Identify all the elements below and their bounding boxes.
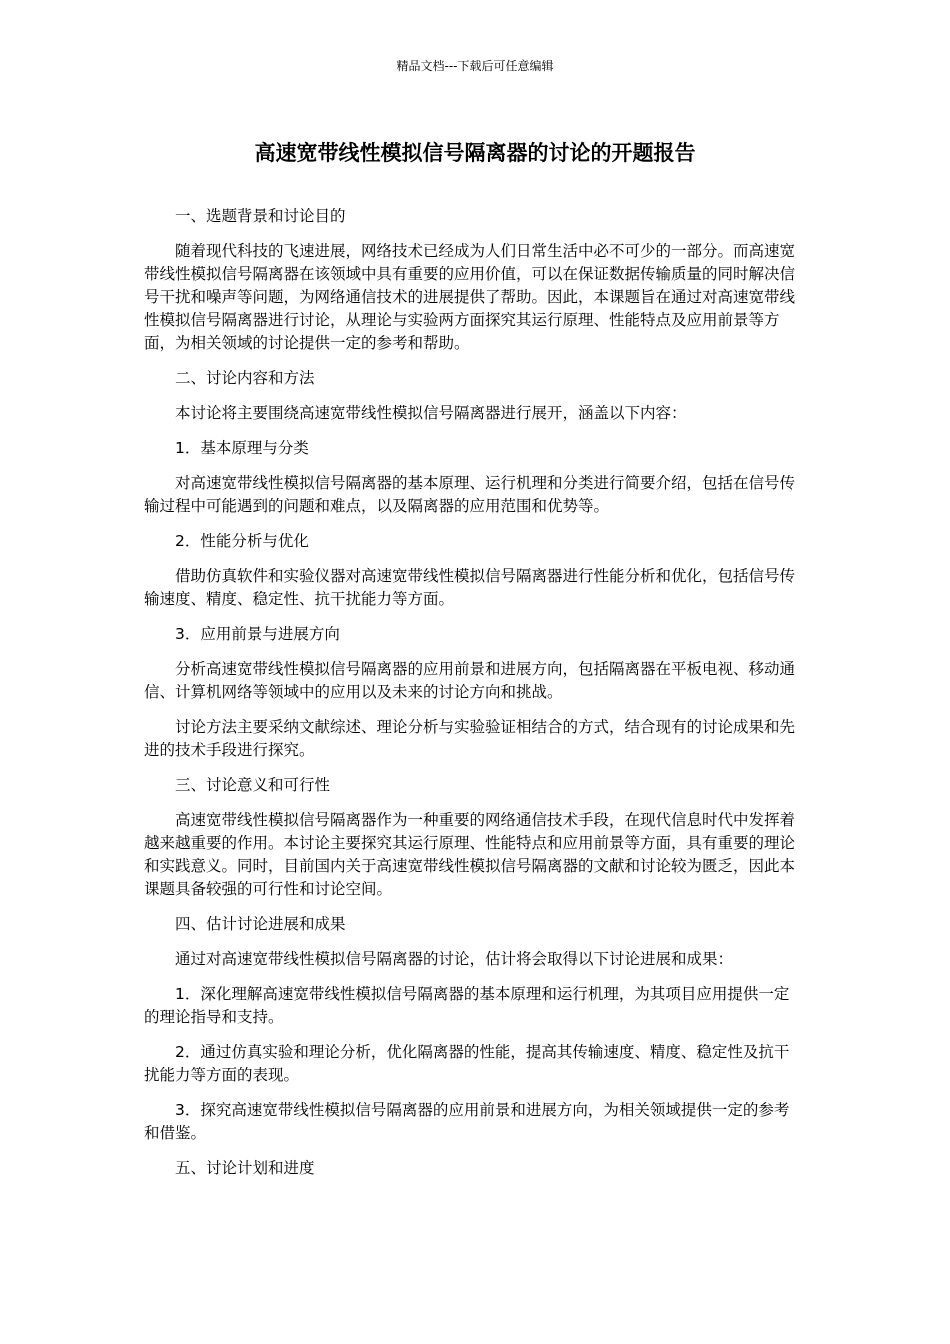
section-heading-plan: 五、讨论计划和进度 (175, 1159, 315, 1177)
paragraph-expected-1: 1．深化理解高速宽带线性模拟信号隔离器的基本原理和运行机理，为其项目应用提供一定的理论指导和支持。 (144, 985, 790, 1026)
subheading-performance: 2．性能分析与优化 (175, 532, 309, 550)
subheading-principles: 1．基本原理与分类 (175, 439, 309, 457)
paragraph-expected-intro: 通过对高速宽带线性模拟信号隔离器的讨论，估计将会取得以下讨论进展和成果： (175, 950, 734, 968)
subheading-prospects: 3．应用前景与进展方向 (175, 625, 340, 643)
paragraph-performance: 借助仿真软件和实验仪器对高速宽带线性模拟信号隔离器进行性能分析和优化，包括信号传输速度、精度、稳定性、抗干扰能力等方面。 (144, 567, 796, 608)
paragraph-content-intro: 本讨论将主要围绕高速宽带线性模拟信号隔离器进行展开，涵盖以下内容： (175, 404, 687, 422)
paragraph-methods: 讨论方法主要采纳文献综述、理论分析与实验验证相结合的方式，结合现有的讨论成果和先进的技术手段进行探究。 (144, 718, 796, 759)
section-heading-expected-results: 四、估计讨论进展和成果 (175, 915, 346, 933)
document-title: 高速宽带线性模拟信号隔离器的讨论的开题报告 (254, 141, 696, 165)
paragraph-principles: 对高速宽带线性模拟信号隔离器的基本原理、运行机理和分类进行简要介绍，包括在信号传输过程中可能遇到的问题和难点，以及隔离器的应用范围和优势等。 (144, 474, 796, 515)
paragraph-significance: 高速宽带线性模拟信号隔离器作为一种重要的网络通信技术手段，在现代信息时代中发挥着越来越重要的作用。本讨论主要探究其运行原理、性能特点和应用前景等方面，具有重要的理论和实践意义。同时，目前国内关于高速宽带线性模拟信号隔离器的文献和讨论较为匮乏，因此本课题具备较强的可行性和讨论空间。 (144, 811, 796, 898)
section-heading-content-methods: 二、讨论内容和方法 (175, 369, 315, 387)
paragraph-expected-2: 2．通过仿真实验和理论分析，优化隔离器的性能，提高其传输速度、精度、稳定性及抗干扰能力等方面的表现。 (144, 1043, 790, 1084)
paragraph-background: 随着现代科技的飞速进展，网络技术已经成为人们日常生活中必不可少的一部分。而高速宽带线性模拟信号隔离器在该领域中具有重要的应用价值，可以在保证数据传输质量的同时解决信号干扰和噪声等问题，为网络通信技术的进展提供了帮助。因此，本课题旨在通过对高速宽带线性模拟信号隔离器进行讨论，从理论与实验两方面探究其运行原理、性能特点及应用前景等方面，为相关领域的讨论提供一定的参考和帮助。 (144, 242, 796, 352)
document-body (144, 205, 804, 1192)
header-note: 精品文档---下载后可任意编辑 (396, 59, 554, 73)
section-heading-significance: 三、讨论意义和可行性 (175, 776, 331, 794)
paragraph-expected-3: 3．探究高速宽带线性模拟信号隔离器的应用前景和进展方向，为相关领域提供一定的参考和借鉴。 (144, 1101, 790, 1142)
section-heading-background: 一、选题背景和讨论目的 (175, 207, 346, 225)
paragraph-prospects: 分析高速宽带线性模拟信号隔离器的应用前景和进展方向，包括隔离器在平板电视、移动通信、计算机网络等领域中的应用以及未来的讨论方向和挑战。 (144, 660, 796, 701)
